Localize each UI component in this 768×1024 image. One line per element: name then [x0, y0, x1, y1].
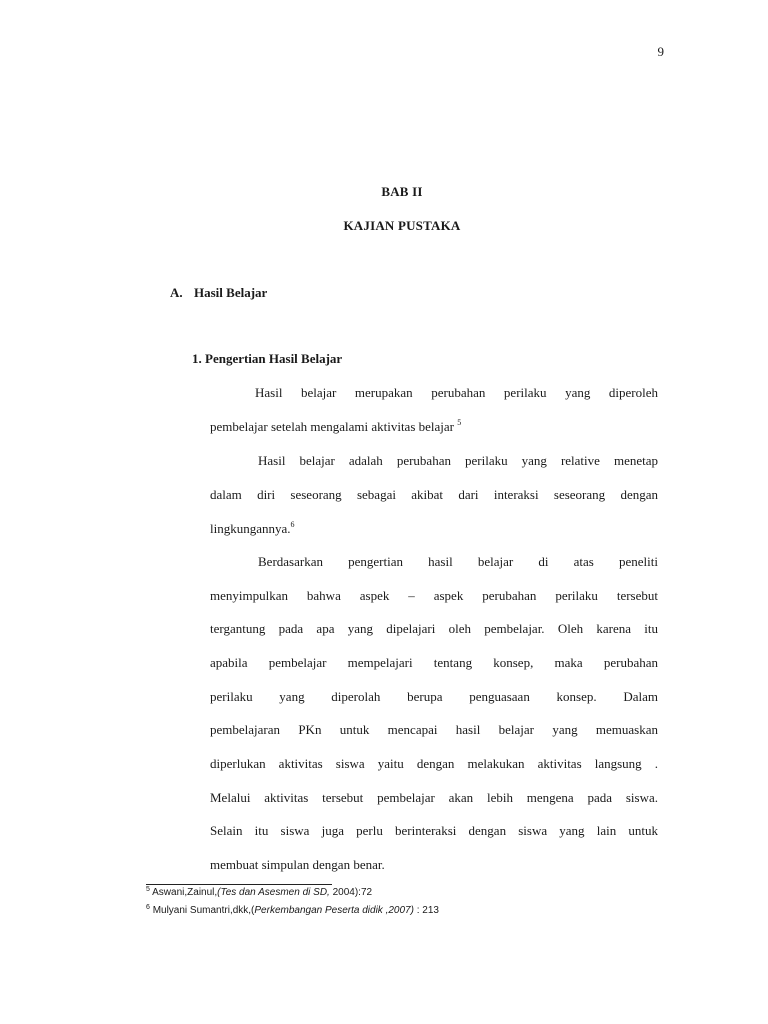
footnote-5-title: (Tes dan Asesmen di SD, — [217, 887, 330, 898]
paragraph-3-line-10: membuat simpulan dengan benar. — [210, 857, 385, 872]
paragraph-3-line-9: Selain itu siswa juga perlu berinteraksi dengan siswa yang lain untuk — [210, 823, 658, 838]
footnote-6 — [146, 905, 439, 916]
section-title: Hasil Belajar — [194, 285, 268, 300]
footnote-5-number: 5 — [146, 886, 150, 893]
footnote-5-author: Aswani,Zainul, — [152, 887, 218, 898]
paragraph-3-line-6: pembelajaran PKn untuk mencapai hasil belajar yang memuaskan — [210, 722, 658, 737]
paragraph-2-line-1: Hasil belajar adalah perubahan perilaku yang relative menetap — [258, 453, 658, 468]
paragraph-3-line-5: perilaku yang diperolah berupa penguasaan konsep. Dalam — [210, 689, 658, 704]
paragraph-3-line-2: menyimpulkan bahwa aspek – aspek perubahan perilaku tersebut — [210, 588, 658, 603]
paragraph-2-line-3 — [210, 521, 658, 537]
paragraph-1-line-2 — [210, 419, 658, 435]
chapter-title: KAJIAN PUSTAKA — [343, 218, 461, 233]
footnote-ref-6: 6 — [290, 520, 295, 529]
footnote-ref-5: 5 — [457, 418, 462, 427]
footnote-6-number: 6 — [146, 904, 150, 911]
page-number: 9 — [657, 44, 664, 59]
subsection-heading: 1. Pengertian Hasil Belajar — [192, 351, 343, 366]
footnote-6-page: : 213 — [413, 905, 439, 916]
paragraph-2-line-2: dalam diri seseorang sebagai akibat dari interaksi seseorang dengan — [210, 487, 658, 502]
footnote-5 — [146, 887, 372, 898]
paragraph-3-line-8: Melalui aktivitas tersebut pembelajar akan lebih mengena pada siswa. — [210, 790, 658, 805]
paragraph-3-line-3: tergantung pada apa yang dipelajari oleh pembelajar. Oleh karena itu — [210, 621, 658, 636]
paragraph-3-line-4: apabila pembelajar mempelajari tentang konsep, maka perubahan — [210, 655, 658, 670]
footnote-6-author: Mulyani Sumantri,dkk,( — [152, 905, 255, 916]
paragraph-1-line-1: Hasil belajar merupakan perubahan perilaku yang diperoleh — [255, 385, 658, 400]
paragraph-3-line-7: diperlukan aktivitas siswa yaitu dengan melakukan aktivitas langsung . — [210, 756, 658, 771]
paragraph-1-line-2-text: pembelajar setelah mengalami aktivitas belajar — [210, 419, 458, 434]
paragraph-2-line-3-text: lingkungannya. — [210, 521, 291, 536]
chapter-label: BAB II — [381, 184, 423, 199]
footnote-6-title: Perkembangan Peserta didik ,2007) — [254, 905, 414, 916]
paragraph-3-line-1: Berdasarkan pengertian hasil belajar di atas peneliti — [258, 554, 658, 569]
section-marker: A. — [170, 285, 183, 300]
footnote-5-page: 2004):72 — [329, 887, 373, 898]
section-heading-a — [170, 285, 267, 301]
footnote-separator — [146, 884, 332, 885]
